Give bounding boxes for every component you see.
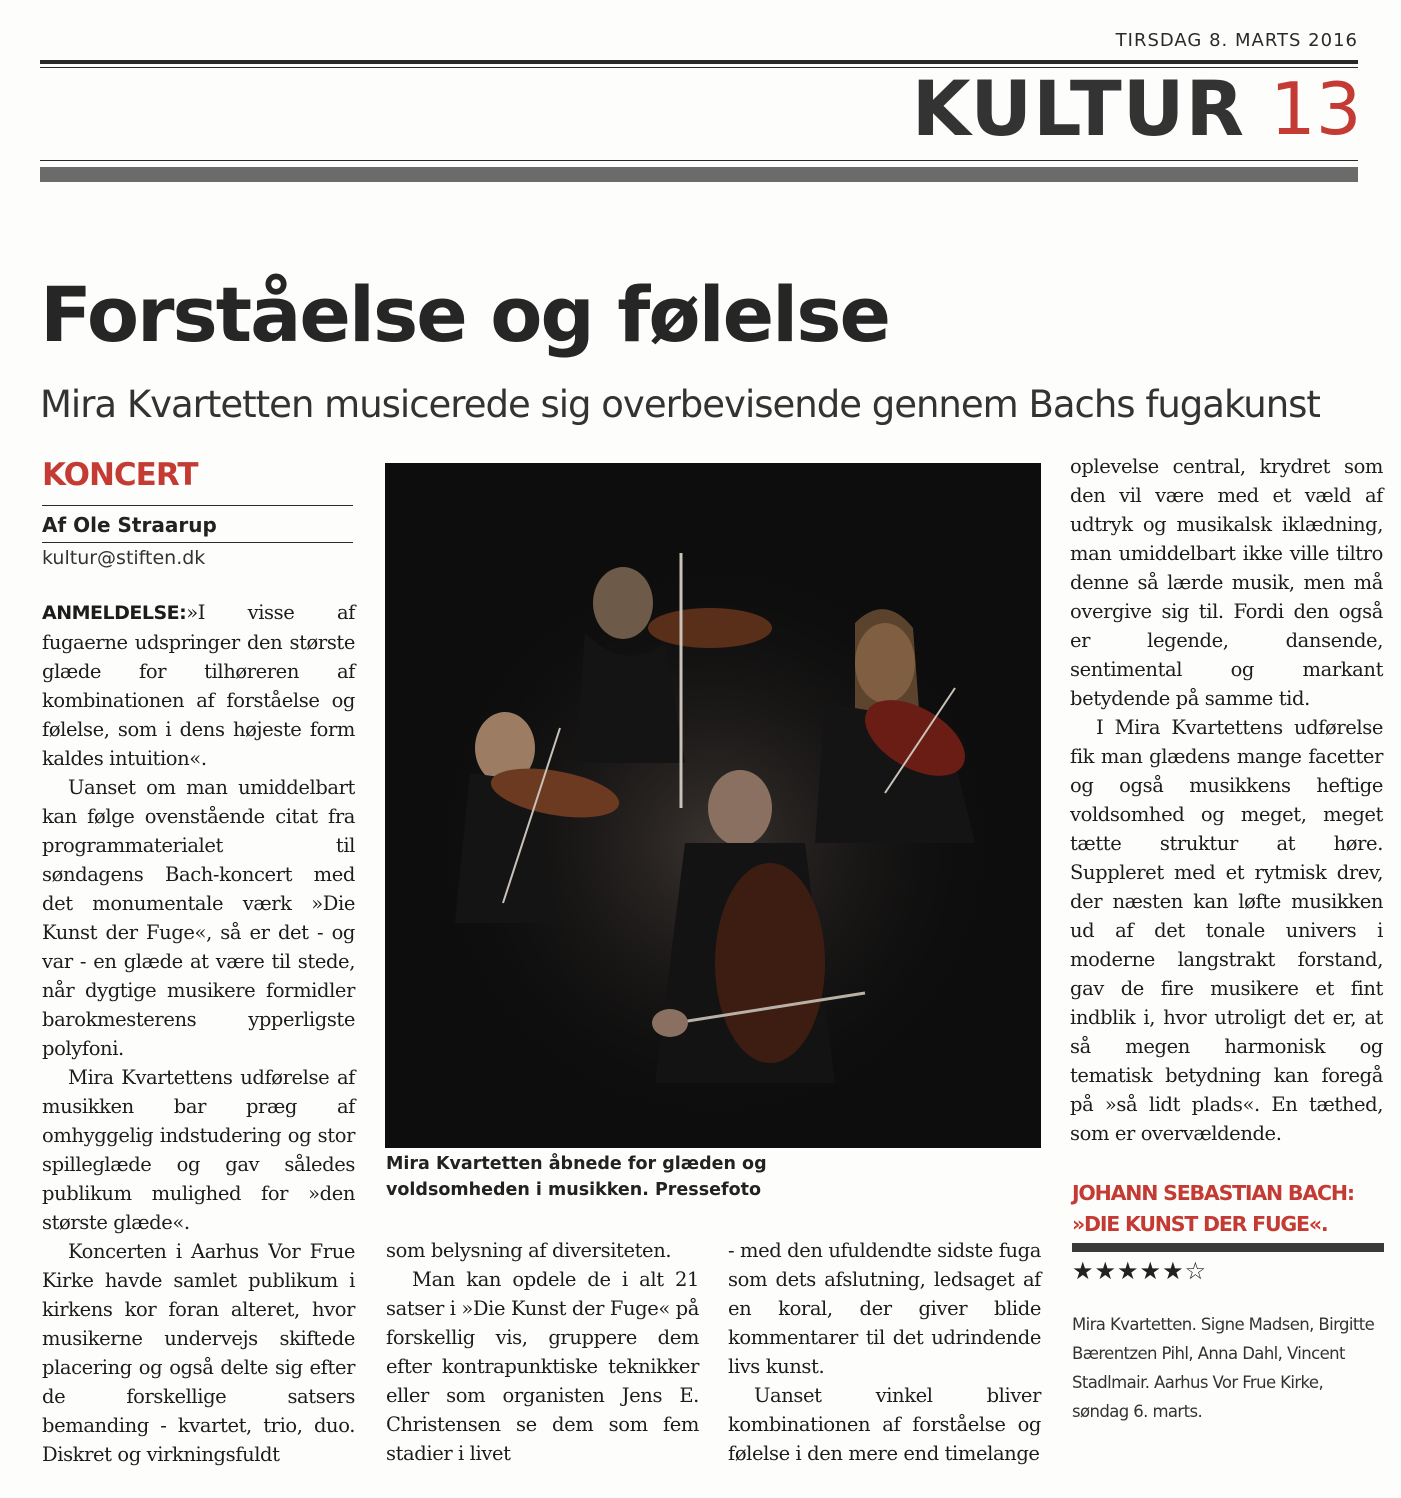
author-name: Af Ole Straarup [42,513,217,537]
byline-rule-2 [42,542,353,543]
star-rating: ★★★★★☆ [1072,1257,1208,1285]
factbox-title-line-2: »DIE KUNST DER FUGE«. [1072,1212,1328,1236]
subheadline: Mira Kvartetten musicerede sig overbevisende gennem Bachs fugakunst [40,383,1320,426]
article-column-2 [386,1236,699,1468]
kicker-label: KONCERT [42,457,198,493]
byline-rule-1 [42,505,353,506]
factbox-details: Mira Kvartetten. Signe Madsen, Birgitte Bærentzen Pihl, Anna Dahl, Vincent Stadlmair. Aarhus Vor Frue Kirke, søndag 6. marts. [1072,1315,1375,1421]
photo-caption: Mira Kvartetten åbnede for glæden og voldsomheden i musikken. Pressefoto [386,1154,767,1200]
header-rule-bottom-thick [40,167,1358,182]
article-column-3 [728,1236,1041,1468]
page-number: 13 [1270,67,1362,151]
section-name: KULTUR [911,64,1245,153]
article-paragraph: I Mira Kvartettens udførelse fik man glædens mange facetter og også musikkens heftige voldsomhed og meget, meget tætte struktur at høre. Suppleret med et rytmisk drev, der næsten kan løfte musikken ud af det tonale univers i moderne langstrakt forstand, gav de fire musikere et fint indblik i, hvor utroligt det er, at så megen harmonisk og tematisk betydning kan foregå på »så lidt plads«. En tæthed, som er overvældende. [1070,716,1383,1145]
article-paragraph: Koncerten i Aarhus Vor Frue Kirke havde samlet publikum i kirkens kor foran alteret, hvor musikerne undervejs skiftede placering og også delte sig efter de forskellige satsers bemanding - kvartet, trio, duo. Diskret og virkningsfuldt [42,1240,355,1466]
paragraph-text: »I visse af fugaerne udspringer den største glæde for tilhøreren af kombinationen af forståelse og følelse, som i dens højeste form kaldes intuition«. [42,601,355,770]
article-column-4 [1070,452,1383,1148]
headline: Forståelse og følelse [40,270,889,359]
author-email: kultur@stiften.dk [42,547,206,569]
article-paragraph: som belysning af diversiteten. [386,1239,672,1262]
article-paragraph: oplevelse central, krydret som den vil være med et væld af udtryk og musikalsk iklædning, man umiddelbart ikke ville tiltro denne så lærde musik, men må overgive sig til. Fordi den også er legende, dansende, sentimental og markant betydende på samme tid. [1070,455,1383,710]
issue-date: TIRSDAG 8. MARTS 2016 [1115,30,1358,51]
factbox-title-line-1: JOHANN SEBASTIAN BACH: [1072,1181,1354,1205]
article-paragraph [42,598,355,773]
article-paragraph: - med den ufuldendte sidste fuga som dets afslutning, ledsaget af en koral, der giver blide kommentarer til det udrindende livs kunst. [728,1239,1041,1378]
article-paragraph: Mira Kvartettens udførelse af musikken bar præg af omhyggelig indstudering og stor spilleglæde og gav således publikum mulighed for »den største glæde«. [42,1066,355,1234]
quartet-photo-illustration [385,463,1041,1148]
article-column-1 [42,598,355,1469]
article-paragraph: Uanset om man umiddelbart kan følge ovenstående citat fra programmaterialet til søndagens Bach-koncert med det monumentale værk »Die Kunst der Fuge«, så er det - og var - en glæde at være til stede, når dygtige musikere formidler barokmesterens ypperligste polyfoni. [42,776,355,1060]
factbox-rule [1072,1243,1384,1252]
lead-label: ANMELDELSE: [42,602,187,624]
article-paragraph: Uanset vinkel bliver kombinationen af forståelse og følelse i den mere end timelange [728,1384,1041,1465]
press-photo [385,463,1041,1148]
factbox-title [1072,1178,1372,1240]
article-paragraph: Man kan opdele de i alt 21 satser i »Die Kunst der Fuge« på forskellig vis, gruppere dem efter kontrapunktiske teknikker eller som organisten Jens E. Christensen se dem som fem stadier i livet [386,1268,699,1465]
header-rule-bottom-thin [40,160,1358,161]
